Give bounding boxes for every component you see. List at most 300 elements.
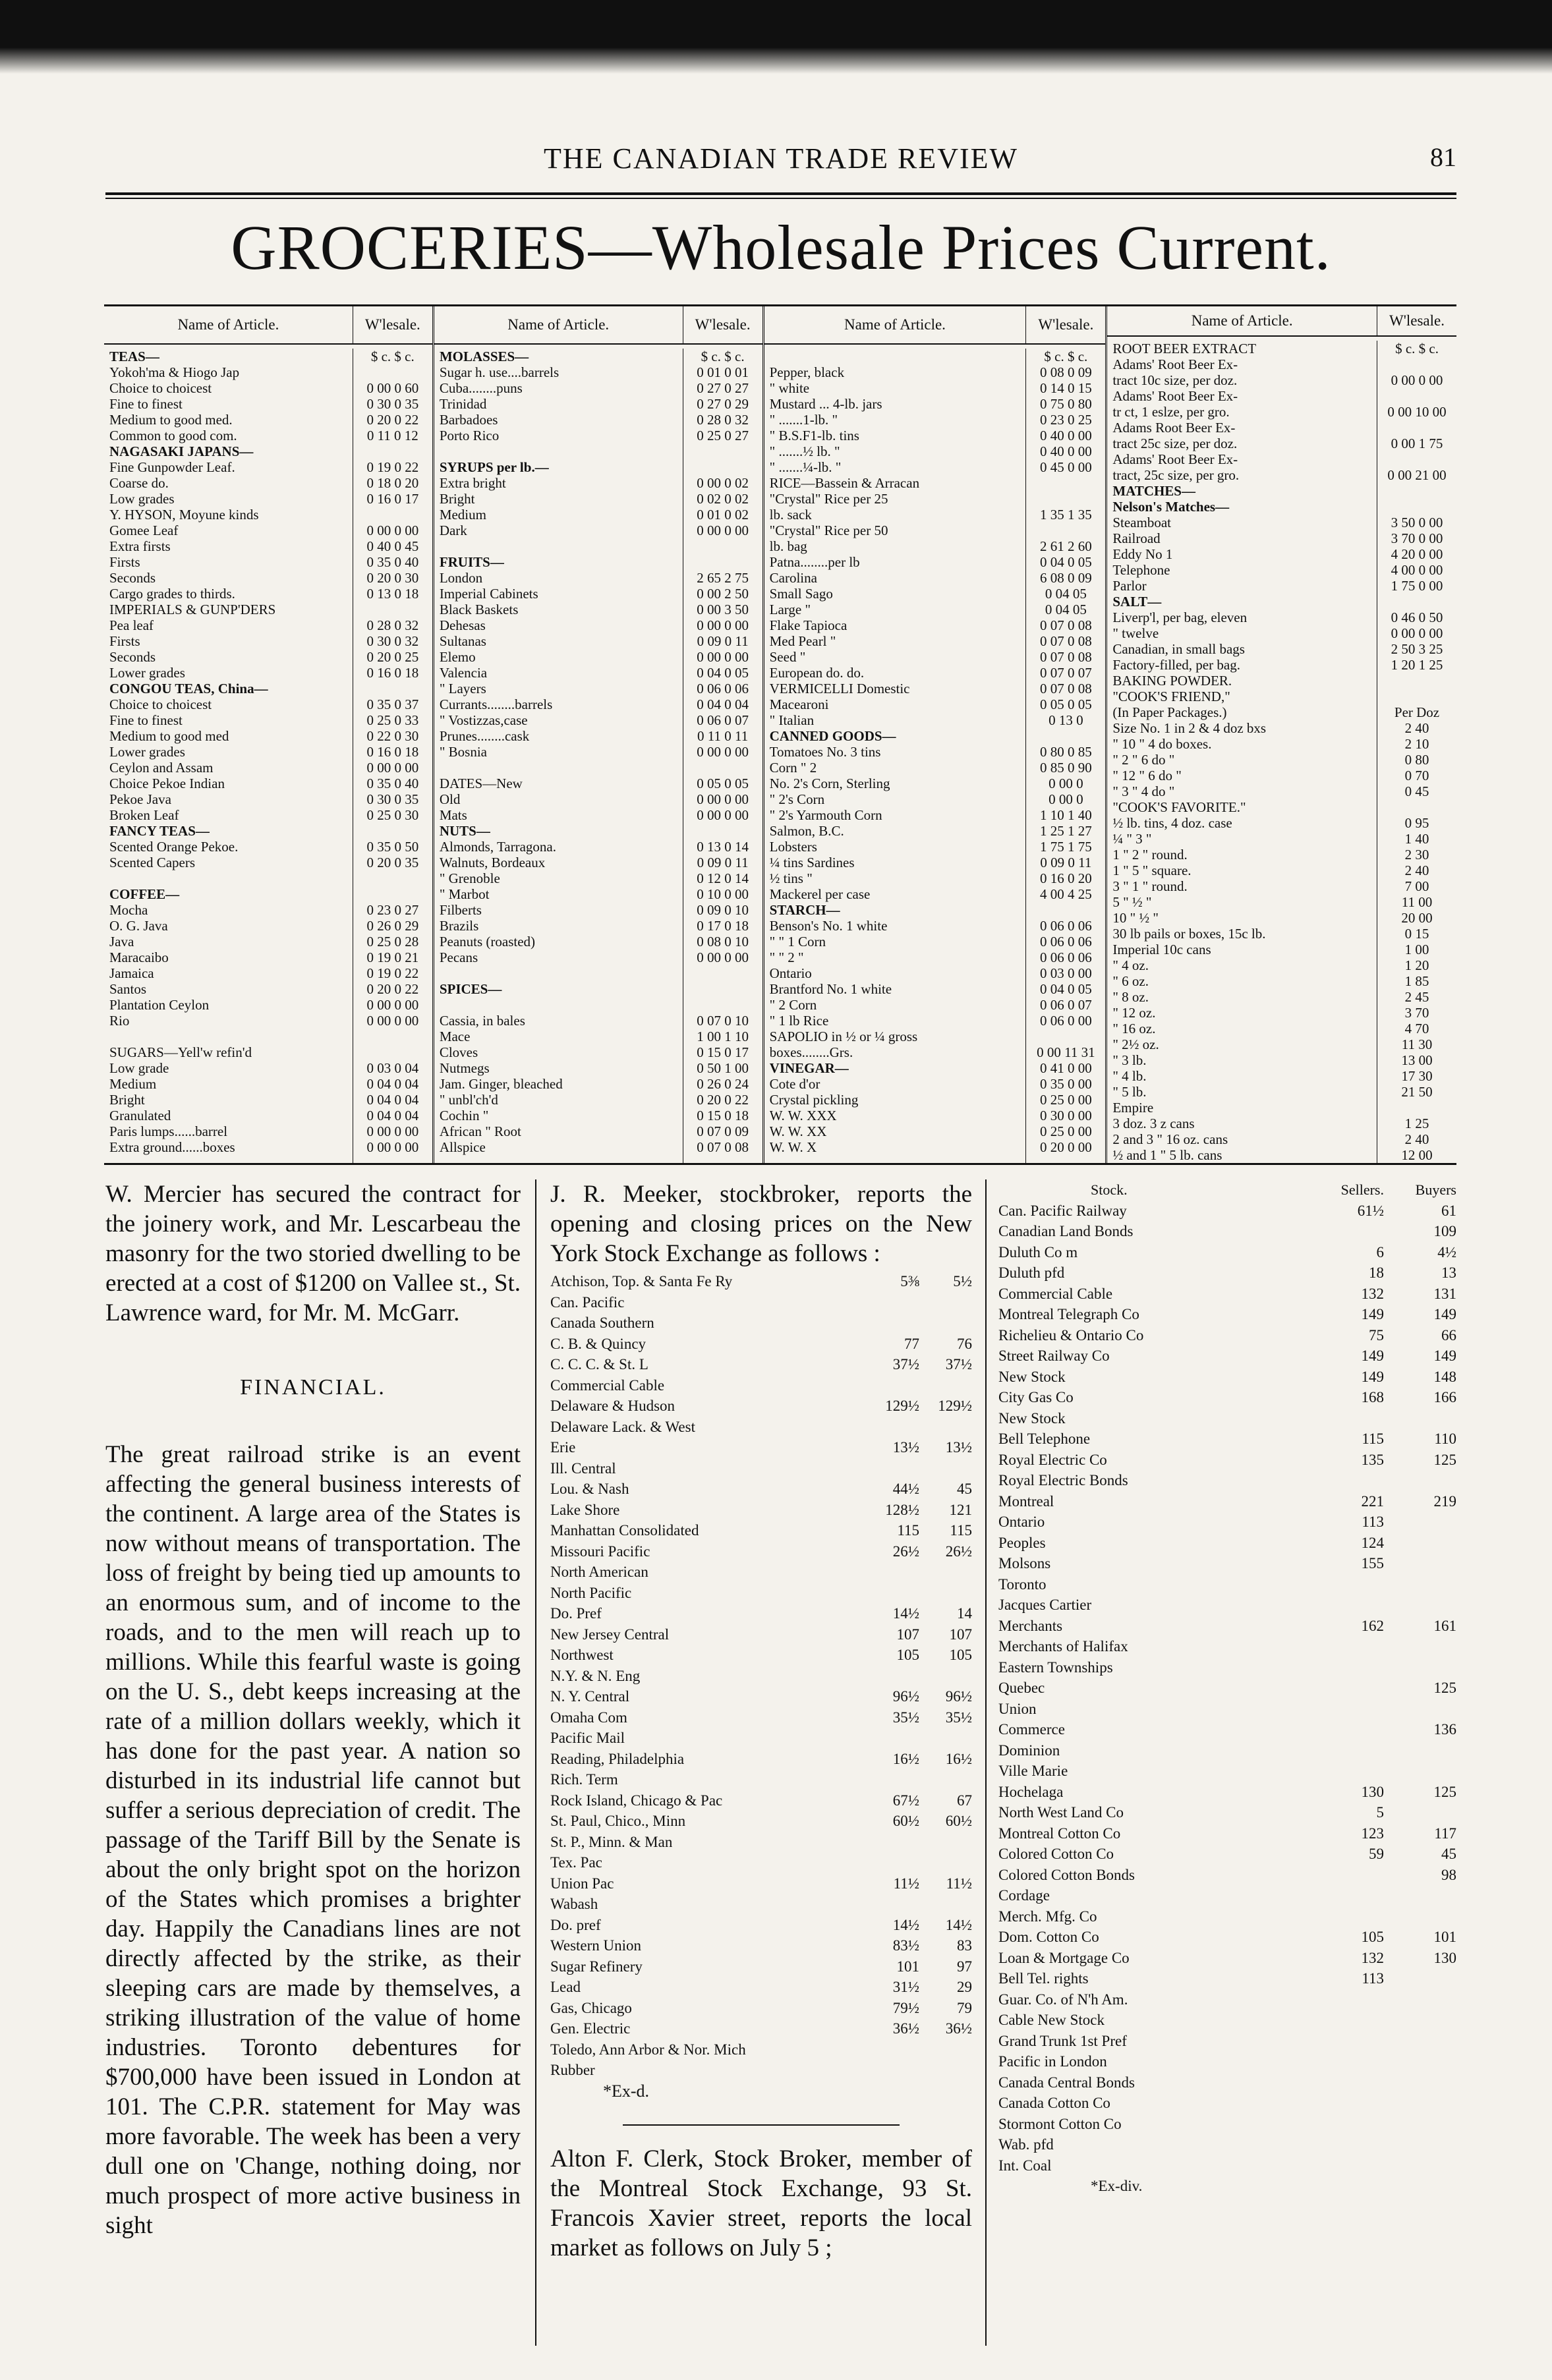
article-name: " 16 oz. (1112, 1021, 1156, 1036)
sellers-price: 130 (1361, 1783, 1384, 1800)
article-price: 0 00 0 00 (366, 1123, 419, 1139)
article-name: " 1 lb Rice (769, 1013, 829, 1029)
article-price: 0 06 0 06 (1039, 918, 1092, 934)
meeker-intro: J. R. Meeker, stockbroker, reports the opening and closing prices on the New York Stock Exchange as follows : (550, 1181, 972, 1267)
article-price: 0 06 0 06 (1039, 934, 1092, 949)
stock-name: C. B. & Quincy (550, 1335, 647, 1352)
local-stock-row (998, 1242, 1456, 1263)
article-price: 0 00 0 (1049, 776, 1083, 791)
local-market-column (998, 1179, 1456, 2197)
article-name: COFFEE— (109, 886, 180, 902)
sellers-price (1311, 1989, 1384, 2010)
article-name: Pepper, black (769, 364, 845, 380)
article-price: 0 45 (1404, 783, 1429, 799)
publication-title: THE CANADIAN TRADE REVIEW (543, 142, 1019, 175)
ny-stock-row (550, 1562, 972, 1583)
article-price: 0 04 05 (1045, 586, 1087, 602)
article-price: 1 40 (1404, 831, 1429, 847)
opening-price: 83½ (892, 1937, 919, 1954)
article-price: 0 20 0 22 (366, 981, 419, 997)
article-price: 0 00 10 00 (1387, 404, 1447, 420)
sellers-price: 6 (1376, 1243, 1384, 1261)
stock-name: Commercial Cable (998, 1285, 1113, 1302)
closing-price: 97 (957, 1958, 972, 1975)
stock-name: Wabash (550, 1896, 598, 1912)
article-name: Allspice (439, 1139, 486, 1155)
article-name: NUTS— (439, 823, 490, 839)
buyers-price: 130 (1433, 1949, 1456, 1966)
buyers-price (1384, 1802, 1456, 1823)
article-name: TEAS— (109, 349, 159, 364)
article-name: Almonds, Tarragona. (439, 839, 556, 855)
closing-price (919, 1728, 972, 1749)
article-price: 1 00 1 10 (697, 1029, 749, 1044)
local-stock-row (998, 1865, 1456, 1886)
article-price: 2 40 (1404, 1131, 1429, 1147)
sellers-price (1311, 1657, 1384, 1678)
stock-header: Stock. (1091, 1181, 1128, 1198)
article-name: MATCHES— (1112, 483, 1195, 499)
article-price (683, 823, 762, 839)
article-name: Nelson's Matches— (1112, 499, 1230, 515)
stock-name: Atchison, Top. & Santa Fe Ry (550, 1273, 733, 1289)
article-price: 4 00 0 00 (1391, 562, 1443, 578)
sellers-price: 115 (1362, 1431, 1384, 1447)
article-name: W. W. XX (769, 1123, 827, 1139)
article-price: Per Doz (1394, 704, 1440, 720)
article-name: MOLASSES— (439, 349, 529, 364)
article-name: Santos (109, 981, 147, 997)
article-name: Mustard ... 4-lb. jars (769, 396, 882, 412)
article-name: SUGARS—Yell'w refin'd (109, 1044, 252, 1060)
stock-name: Lead (550, 1979, 581, 1995)
local-stock-row (998, 1595, 1456, 1616)
article-name: Old (439, 791, 461, 807)
closing-price: 107 (949, 1626, 972, 1643)
article-name: " 12 oz. (1112, 1005, 1156, 1021)
article-name: Fine Gunpowder Leaf. (109, 459, 235, 475)
article-price (683, 538, 762, 554)
article-name: O. G. Java (109, 918, 168, 934)
local-stock-row (998, 1450, 1456, 1471)
ny-stock-row (550, 1977, 972, 1998)
buyers-price (1384, 1574, 1456, 1595)
closing-price: 45 (957, 1481, 972, 1497)
stock-name: Guar. Co. of N'h Am. (998, 1991, 1128, 2008)
article-name: Rio (109, 1013, 130, 1029)
article-price: 0 40 0 45 (366, 538, 419, 554)
local-stock-row (998, 1262, 1456, 1284)
article-name: Pea leaf (109, 617, 154, 633)
article-price: 0 50 1 00 (697, 1060, 749, 1076)
closing-price (919, 1769, 972, 1790)
local-stock-row (998, 1636, 1456, 1657)
article-name: Extra bright (439, 475, 506, 491)
article-price: 17 30 (1401, 1068, 1433, 1084)
article-price: 0 15 0 18 (697, 1108, 749, 1123)
article-name: Elemo (439, 649, 476, 665)
stock-name: Royal Electric Co (998, 1451, 1107, 1468)
article-price: 0 30 0 32 (366, 633, 419, 649)
article-price: 12 00 (1401, 1147, 1433, 1163)
ny-stock-row (550, 1437, 972, 1458)
ny-stock-row (550, 1832, 972, 1853)
article-price (683, 443, 762, 459)
article-price: 0 13 0 18 (366, 586, 419, 602)
opening-price: 128½ (885, 1501, 919, 1518)
sellers-price (1311, 2010, 1384, 2031)
local-stock-row (998, 2051, 1456, 2072)
local-stock-row (998, 2031, 1456, 2052)
sellers-price: 149 (1361, 1347, 1384, 1364)
article-name (440, 760, 683, 776)
closing-price: 105 (949, 1647, 972, 1663)
article-price (353, 364, 432, 380)
article-price: 0 16 0 20 (1039, 870, 1092, 886)
sellers-price: 18 (1369, 1264, 1384, 1281)
article-name: " 4 oz. (1112, 957, 1149, 973)
article-prices (683, 349, 762, 1163)
article-price: 2 50 3 25 (1391, 641, 1443, 657)
local-stock-row (998, 2114, 1456, 2135)
opening-price (873, 1313, 919, 1334)
stock-name: Dom. Cotton Co (998, 1929, 1099, 1945)
article-price: 13 00 (1401, 1052, 1433, 1068)
article-name: Sugar h. use....barrels (439, 364, 560, 380)
article-name: ½ tins " (769, 870, 813, 886)
column-divider (985, 1179, 987, 2346)
closing-price (919, 1894, 972, 1915)
stock-name: Can. Pacific (550, 1293, 625, 1311)
article-price: 0 00 0 00 (697, 791, 749, 807)
article-name (770, 349, 1026, 364)
article-price: 0 04 0 04 (366, 1076, 419, 1092)
article-price: 0 00 0 00 (697, 523, 749, 538)
article-name: Yokoh'ma & Hiogo Jap (109, 364, 240, 380)
buyers-price: 125 (1433, 1680, 1456, 1696)
article-name: ¼ tins Sardines (769, 855, 855, 870)
article-name: SPICES— (439, 981, 502, 997)
article-price: 1 25 1 27 (1039, 823, 1092, 839)
ny-stock-row (550, 1334, 972, 1355)
article-name: Bright (109, 1092, 145, 1108)
local-stock-row (998, 1304, 1456, 1325)
article-price: 0 25 0 30 (366, 807, 419, 823)
article-price: 0 02 0 02 (697, 491, 749, 507)
article-price: 0 20 0 25 (366, 649, 419, 665)
sellers-price: 105 (1361, 1929, 1384, 1945)
sellers-price (1311, 2093, 1384, 2114)
article-name: tract, 25c size, per gro. (1112, 467, 1240, 483)
closing-price: 121 (949, 1501, 972, 1518)
wholesale-header: W'lesale. (1377, 306, 1456, 335)
article-name: lb. bag (769, 538, 807, 554)
article-name: Pekoe Java (109, 791, 171, 807)
article-price: 0 05 0 05 (1039, 696, 1092, 712)
stock-name: Montreal (998, 1492, 1054, 1510)
article-name: Peanuts (roasted) (439, 934, 536, 949)
opening-price (873, 1666, 919, 1687)
article-name: 30 lb pails or boxes, 15c lb. (1112, 926, 1266, 942)
article-name: RICE—Bassein & Arracan (769, 475, 920, 491)
buyers-price: 110 (1434, 1431, 1456, 1447)
stock-name: Do. pref (550, 1916, 601, 1933)
sellers-price: 168 (1361, 1389, 1384, 1405)
article-price: 7 00 (1404, 878, 1429, 894)
stock-name: Dominion (998, 1742, 1060, 1759)
article-price: 0 26 0 29 (366, 918, 419, 934)
article-price: $ c. $ c. (701, 349, 745, 364)
article-name: Liverp'l, per bag, eleven (1112, 609, 1248, 625)
sellers-price (1311, 1719, 1384, 1740)
sellers-price (1311, 2114, 1384, 2135)
stock-name: Lou. & Nash (550, 1481, 629, 1497)
stock-name: Molsons (998, 1555, 1051, 1572)
article-price: 2 10 (1404, 736, 1429, 752)
article-price: 4 70 (1404, 1021, 1429, 1036)
article-name: " " 1 Corn (769, 934, 826, 949)
article-name: Ceylon and Assam (109, 760, 214, 776)
article-price: 2 65 2 75 (697, 570, 749, 586)
closing-price (919, 1458, 972, 1479)
column-divider (535, 1179, 536, 2346)
article-name: SALT— (1112, 594, 1162, 609)
ny-stock-row (550, 1769, 972, 1790)
article-price: 0 16 0 17 (366, 491, 419, 507)
article-price: 0 07 0 10 (697, 1013, 749, 1029)
article-price: 0 35 0 40 (366, 776, 419, 791)
article-name: Plantation Ceylon (109, 997, 210, 1013)
article-name: Lobsters (769, 839, 817, 855)
article-name: Cassia, in bales (439, 1013, 525, 1029)
article-name: Valencia (439, 665, 488, 681)
article-price: 0 19 0 22 (366, 965, 419, 981)
article-name: Eddy No 1 (1112, 546, 1173, 562)
article-price (683, 981, 762, 997)
sellers-price (1311, 1885, 1384, 1906)
closing-price: 35½ (945, 1709, 972, 1726)
article-price (353, 507, 432, 523)
opening-price: 44½ (892, 1481, 919, 1497)
article-name: Jamaica (109, 965, 154, 981)
article-name (109, 870, 353, 886)
article-price (1377, 483, 1456, 499)
article-price (683, 554, 762, 570)
ny-stock-row (550, 1852, 972, 1873)
opening-price (873, 1292, 919, 1313)
article-name: " 12 " 6 do " (1112, 768, 1182, 783)
article-name: Med Pearl " (769, 633, 836, 649)
article-name (440, 965, 683, 981)
article-name: Firsts (109, 554, 140, 570)
article-price: 0 00 11 31 (1037, 1044, 1095, 1060)
article-name: VERMICELLI Domestic (769, 681, 910, 696)
stock-name: Ville Marie (998, 1763, 1068, 1779)
article-price: 0 05 0 05 (697, 776, 749, 791)
ny-stock-list (550, 1271, 972, 2081)
closing-price (919, 1832, 972, 1853)
stock-name: Delaware & Hudson (550, 1398, 675, 1414)
article-price: 0 00 1 75 (1391, 436, 1443, 451)
article-price: 0 07 0 07 (1039, 665, 1092, 681)
local-stock-row (998, 1491, 1456, 1512)
article-price: 0 08 0 10 (697, 934, 749, 949)
article-name: Medium (439, 507, 486, 523)
article-name: Choice Pekoe Indian (109, 776, 225, 791)
opening-price: 16½ (892, 1750, 919, 1767)
stock-name: Pacific Mail (550, 1730, 625, 1746)
buyers-price: 109 (1433, 1223, 1456, 1239)
article-name: " " 2 " (769, 949, 804, 965)
article-price: 0 00 0 00 (366, 1013, 419, 1029)
stock-name: Toledo, Ann Arbor & Nor. Mich (550, 2041, 746, 2058)
local-stock-row (998, 1346, 1456, 1367)
article-price: 0 06 0 06 (1039, 949, 1092, 965)
article-price: 20 00 (1401, 910, 1433, 926)
local-stock-row (998, 1927, 1456, 1948)
local-stock-row (998, 1616, 1456, 1637)
buyers-price (1384, 2155, 1456, 2176)
ny-stock-row (550, 1956, 972, 1977)
stock-name: Canadian Land Bonds (998, 1223, 1134, 1239)
article-price: 0 00 0 00 (697, 649, 749, 665)
article-price: 0 00 0 00 (697, 617, 749, 633)
stock-name: Duluth pfd (998, 1264, 1065, 1281)
article-price: 0 14 0 15 (1039, 380, 1092, 396)
article-name: DATES—New (439, 776, 523, 791)
sellers-price: 132 (1361, 1949, 1384, 1966)
article-name: Lower grades (109, 744, 185, 760)
article-price: 2 30 (1404, 847, 1429, 863)
opening-price: 105 (896, 1647, 919, 1663)
stock-name: Richelieu & Ontario Co (998, 1326, 1144, 1344)
article-name: Large " (769, 602, 811, 617)
article-price: 0 20 0 00 (1039, 1139, 1092, 1155)
stock-name: Royal Electric Bonds (998, 1472, 1128, 1488)
article-name: Brazils (439, 918, 479, 934)
stock-name: Grand Trunk 1st Pref (998, 2032, 1127, 2049)
stock-name: Quebec (998, 1680, 1045, 1696)
local-stock-row (998, 1906, 1456, 1927)
article-name: Walnuts, Bordeaux (439, 855, 546, 870)
closing-price: 115 (950, 1522, 972, 1539)
article-name: FANCY TEAS— (109, 823, 210, 839)
article-price: 0 07 0 08 (1039, 649, 1092, 665)
article-name: African " Root (439, 1123, 521, 1139)
ny-stock-row (550, 1728, 972, 1749)
sellers-price (1311, 1678, 1384, 1699)
opening-price (873, 2039, 919, 2060)
article-price: 0 00 0 00 (366, 523, 419, 538)
article-name: " unbl'ch'd (439, 1092, 498, 1108)
sellers-price (1311, 2134, 1384, 2155)
opening-price (873, 1832, 919, 1853)
stock-name: Pacific in London (998, 2053, 1107, 2070)
article-price: 0 25 0 27 (697, 428, 749, 443)
article-name: Seconds (109, 649, 156, 665)
page-title: GROCERIES—Wholesale Prices Current. (231, 212, 1331, 283)
article-name: Dehesas (439, 617, 486, 633)
local-stock-row (998, 1885, 1456, 1906)
article-price: 0 19 0 21 (366, 949, 419, 965)
page-number: 81 (1430, 142, 1456, 172)
ex-div-note: *Ex-div. (1091, 2178, 1143, 2194)
article-prices (353, 349, 432, 1163)
local-stock-row (998, 1574, 1456, 1595)
closing-price: 129½ (938, 1398, 972, 1414)
ny-stock-row (550, 1292, 972, 1313)
article-name: CANNED GOODS— (769, 728, 896, 744)
article-name: Porto Rico (439, 428, 500, 443)
article-price (1377, 356, 1456, 372)
ny-stock-row (550, 1417, 972, 1438)
article-name: European do. do. (769, 665, 865, 681)
article-price (353, 886, 432, 902)
article-name: " .......1-lb. " (769, 412, 838, 428)
local-stock-row (998, 1429, 1456, 1450)
sellers-price (1311, 2072, 1384, 2093)
stock-name: Jacques Cartier (998, 1597, 1092, 1613)
article-price: 0 04 0 05 (697, 665, 749, 681)
opening-price: 14½ (892, 1916, 919, 1933)
article-price (683, 459, 762, 475)
article-name: " white (769, 380, 810, 396)
sellers-price: 132 (1361, 1285, 1384, 1302)
local-stock-row (998, 1367, 1456, 1388)
buyers-price: 149 (1433, 1306, 1456, 1322)
article-name: Paris lumps......barrel (109, 1123, 228, 1139)
article-price: 0 30 0 00 (1039, 1108, 1092, 1123)
local-stock-row (998, 1844, 1456, 1865)
article-name: Cote d'or (769, 1076, 820, 1092)
article-price: 0 20 0 22 (697, 1092, 749, 1108)
buyers-price (1384, 1470, 1456, 1491)
buyers-price: 125 (1433, 1451, 1456, 1468)
sellers-price (1311, 1408, 1384, 1429)
article-name: Cargo grades to thirds. (109, 586, 235, 602)
buyers-price (1384, 1989, 1456, 2010)
article-price: 2 61 2 60 (1039, 538, 1092, 554)
article-price: 0 45 0 00 (1039, 459, 1092, 475)
stock-name: Union Pac (550, 1875, 614, 1892)
stock-name: Union (998, 1700, 1037, 1717)
stock-name: Loan & Mortgage Co (998, 1949, 1130, 1966)
article-price: 0 70 (1404, 768, 1429, 783)
sellers-price: 149 (1361, 1368, 1384, 1385)
closing-price: 79 (957, 1999, 972, 2016)
article-name: "COOK'S FRIEND," (1112, 689, 1230, 704)
article-name: Railroad (1112, 530, 1161, 546)
article-name: Adams' Root Beer Ex- (1112, 356, 1238, 372)
opening-price: 11½ (893, 1875, 919, 1892)
sellers-price (1311, 1865, 1384, 1886)
opening-price: 35½ (892, 1709, 919, 1726)
ny-stock-row (550, 1396, 972, 1417)
local-stock-row (998, 2010, 1456, 2031)
sellers-price: 123 (1361, 1825, 1384, 1842)
closing-price: 11½ (946, 1875, 972, 1892)
article-price: 0 26 0 24 (697, 1076, 749, 1092)
article-name: Medium to good med (109, 728, 229, 744)
opening-price (873, 1583, 919, 1604)
stock-name: Eastern Townships (998, 1658, 1113, 1676)
article-price: 1 85 (1404, 973, 1429, 989)
name-header: Name of Article. (844, 316, 946, 333)
article-name: Scented Orange Pekoe. (109, 839, 239, 855)
article-price: 0 20 0 30 (366, 570, 419, 586)
article-price: 0 09 0 11 (697, 633, 749, 649)
article-prices (1377, 341, 1456, 1163)
